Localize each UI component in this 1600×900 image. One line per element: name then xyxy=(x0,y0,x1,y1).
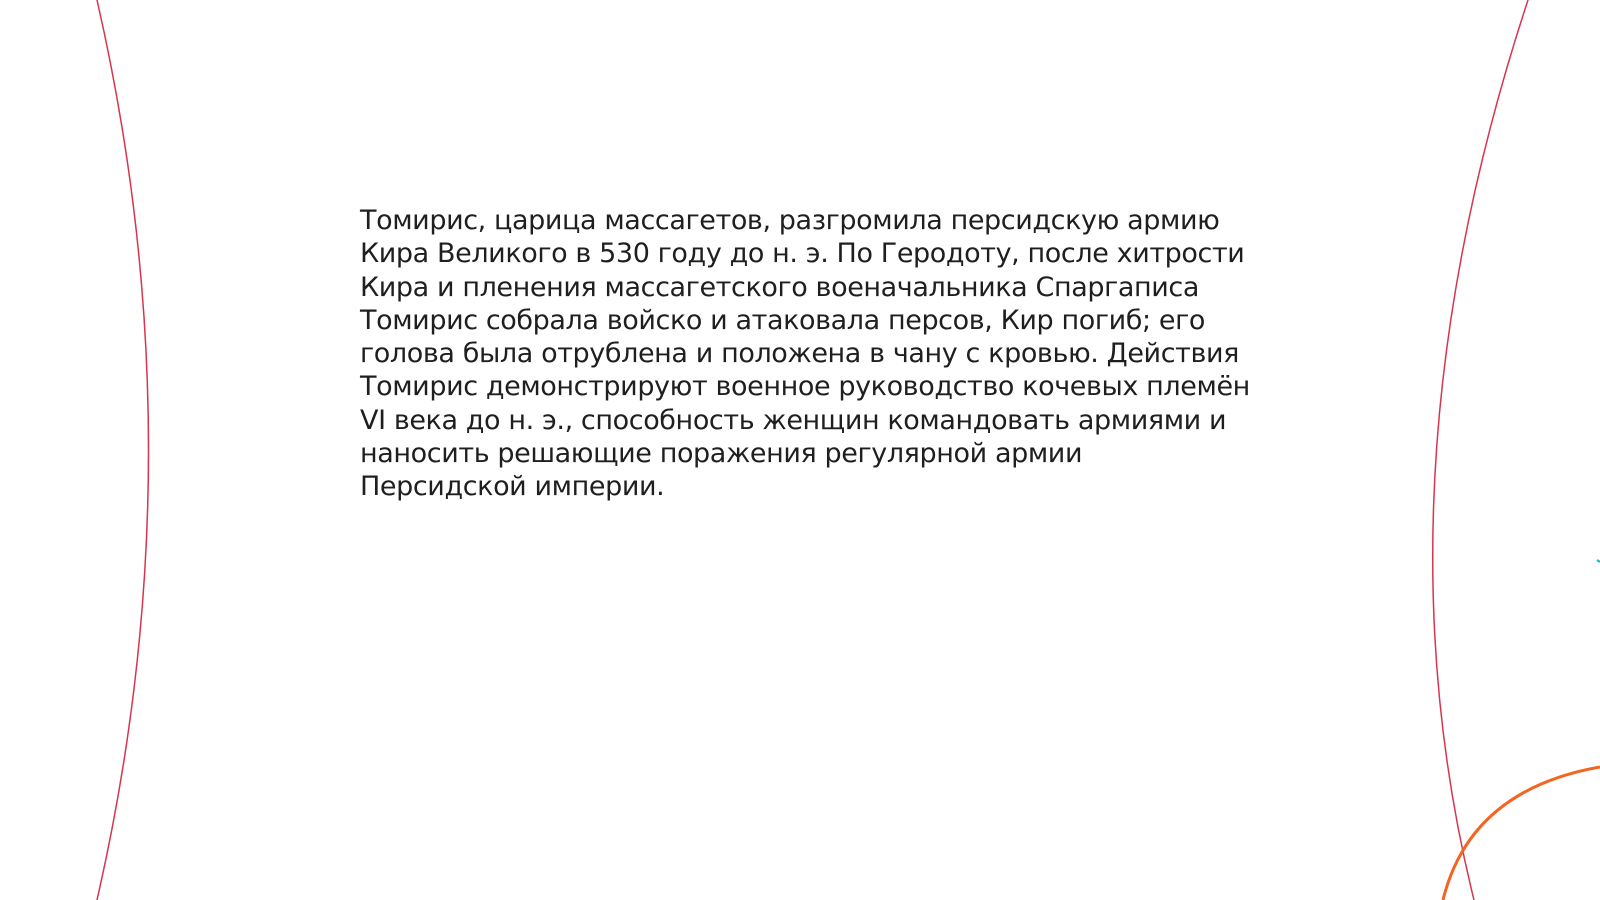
right-arc-line xyxy=(1433,0,1528,900)
body-line: наносить решающие поражения регулярной армии xyxy=(360,438,1083,470)
body-line: VI века до н. э., способность женщин командовать армиями и xyxy=(360,404,1227,436)
left-arc-line xyxy=(97,0,149,900)
body-line: Томирис, царица массагетов, разгромила персидскую армию xyxy=(360,205,1220,236)
slide-body-text xyxy=(360,204,1260,504)
body-line: Персидской империи. xyxy=(360,471,665,503)
body-line: голова была отрублена и положена в чану с кровью. Действия xyxy=(360,338,1239,370)
orange-circle-arc xyxy=(1443,767,1600,900)
body-line: Кира и пленения массагетского военачальника Спаргаписа xyxy=(360,271,1200,303)
body-line: Томирис собрала войско и атаковала персов, Кир погиб; его xyxy=(360,304,1206,336)
body-line: Томирис демонстрируют военное руководство кочевых племён xyxy=(360,371,1250,403)
body-line: Кира Великого в 530 году до н. э. По Геродоту, после хитрости xyxy=(360,238,1245,270)
